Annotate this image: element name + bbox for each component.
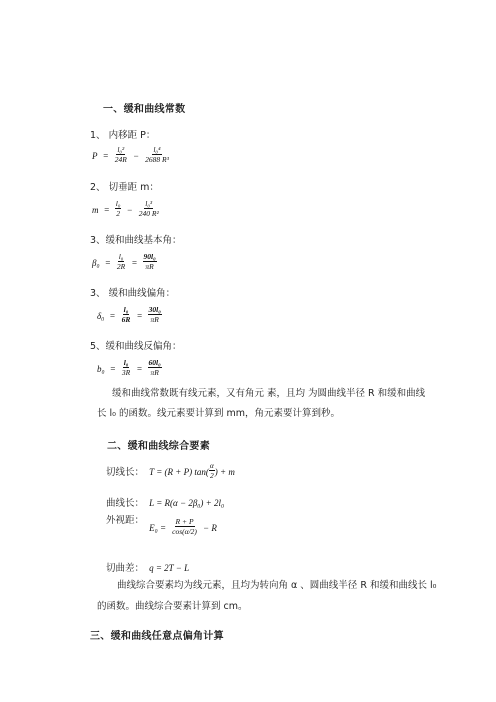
formula-p: P = $\frac{\text{l₀²}}{24R}$ − $\frac{\text{l₀⁴}}{\text{2688 R³}}$	[92, 144, 169, 164]
external-label: 外视距：	[106, 515, 145, 526]
section1-note-line1: 缓和曲线常数既有线元素，又有角元 素，且均 为圆曲线半径 R 和缓和曲线	[112, 388, 426, 399]
section2-note-line2: 的函数。曲线综合要素计算到 cm。	[97, 601, 248, 612]
section1-heading: 一、缓和曲线常数	[103, 104, 186, 115]
item5-label: 5、缓和曲线反偏角：	[90, 341, 182, 352]
item3-label: 3、缓和曲线基本角：	[90, 235, 182, 246]
section3-heading: 三、缓和曲线任意点偏角计算	[90, 631, 224, 642]
external-row: $^{外视距:}$ E₀ = $\frac{R + P}{\cos(\alpha/2)}$ − R	[106, 515, 217, 536]
formula-m: m = $\frac{\text{l₀}}{2}$ − $\frac{\text{l₀³}}{\text{240 R²}}$	[92, 198, 159, 218]
item2-label: 2、 切垂距 m：	[90, 182, 159, 193]
diff-row: 切曲差： q = 2T − L	[106, 563, 190, 574]
curve-label: 曲线长：	[106, 498, 145, 509]
tangent-label: 切线长：	[106, 467, 145, 478]
diff-label: 切曲差：	[106, 563, 145, 574]
formula-b0: b₀ = $\frac{\text{l₀}}{3R}$ = $\frac{\text{60l₀}}{\pi R}$	[97, 357, 161, 377]
tangent-row: 切线长： T = (R + P) tan( $\frac{\alpha}{2}$ ) + m	[106, 460, 235, 480]
curve-row: 曲线长： L = R(α − 2β₀) + 2l₀	[106, 498, 225, 509]
section2-heading: 二、缓和曲线综合要素	[107, 441, 210, 452]
formula-delta0: δ₀ = $\frac{\text{l₀}}{6R}$ = $\frac{\text{30l₀}}{\pi R}$	[97, 304, 161, 324]
section1-note-line2: 长 l₀ 的函数。线元素要计算到 mm，角元素要计算到秒。	[97, 408, 341, 419]
section2-note-line1: 曲线综合要素均为线元素，且均为转向角 α 、圆曲线半径 R 和缓和曲线长 l₀	[117, 580, 437, 591]
item1-label: 1、 内移距 P：	[90, 130, 156, 141]
item4-label: 3、 缓和曲线偏角：	[90, 288, 176, 299]
formula-beta0: β₀ = $\frac{\text{l₀}}{2R}$ = $\frac{\text{90l₀}}{\pi R}$	[92, 251, 156, 271]
